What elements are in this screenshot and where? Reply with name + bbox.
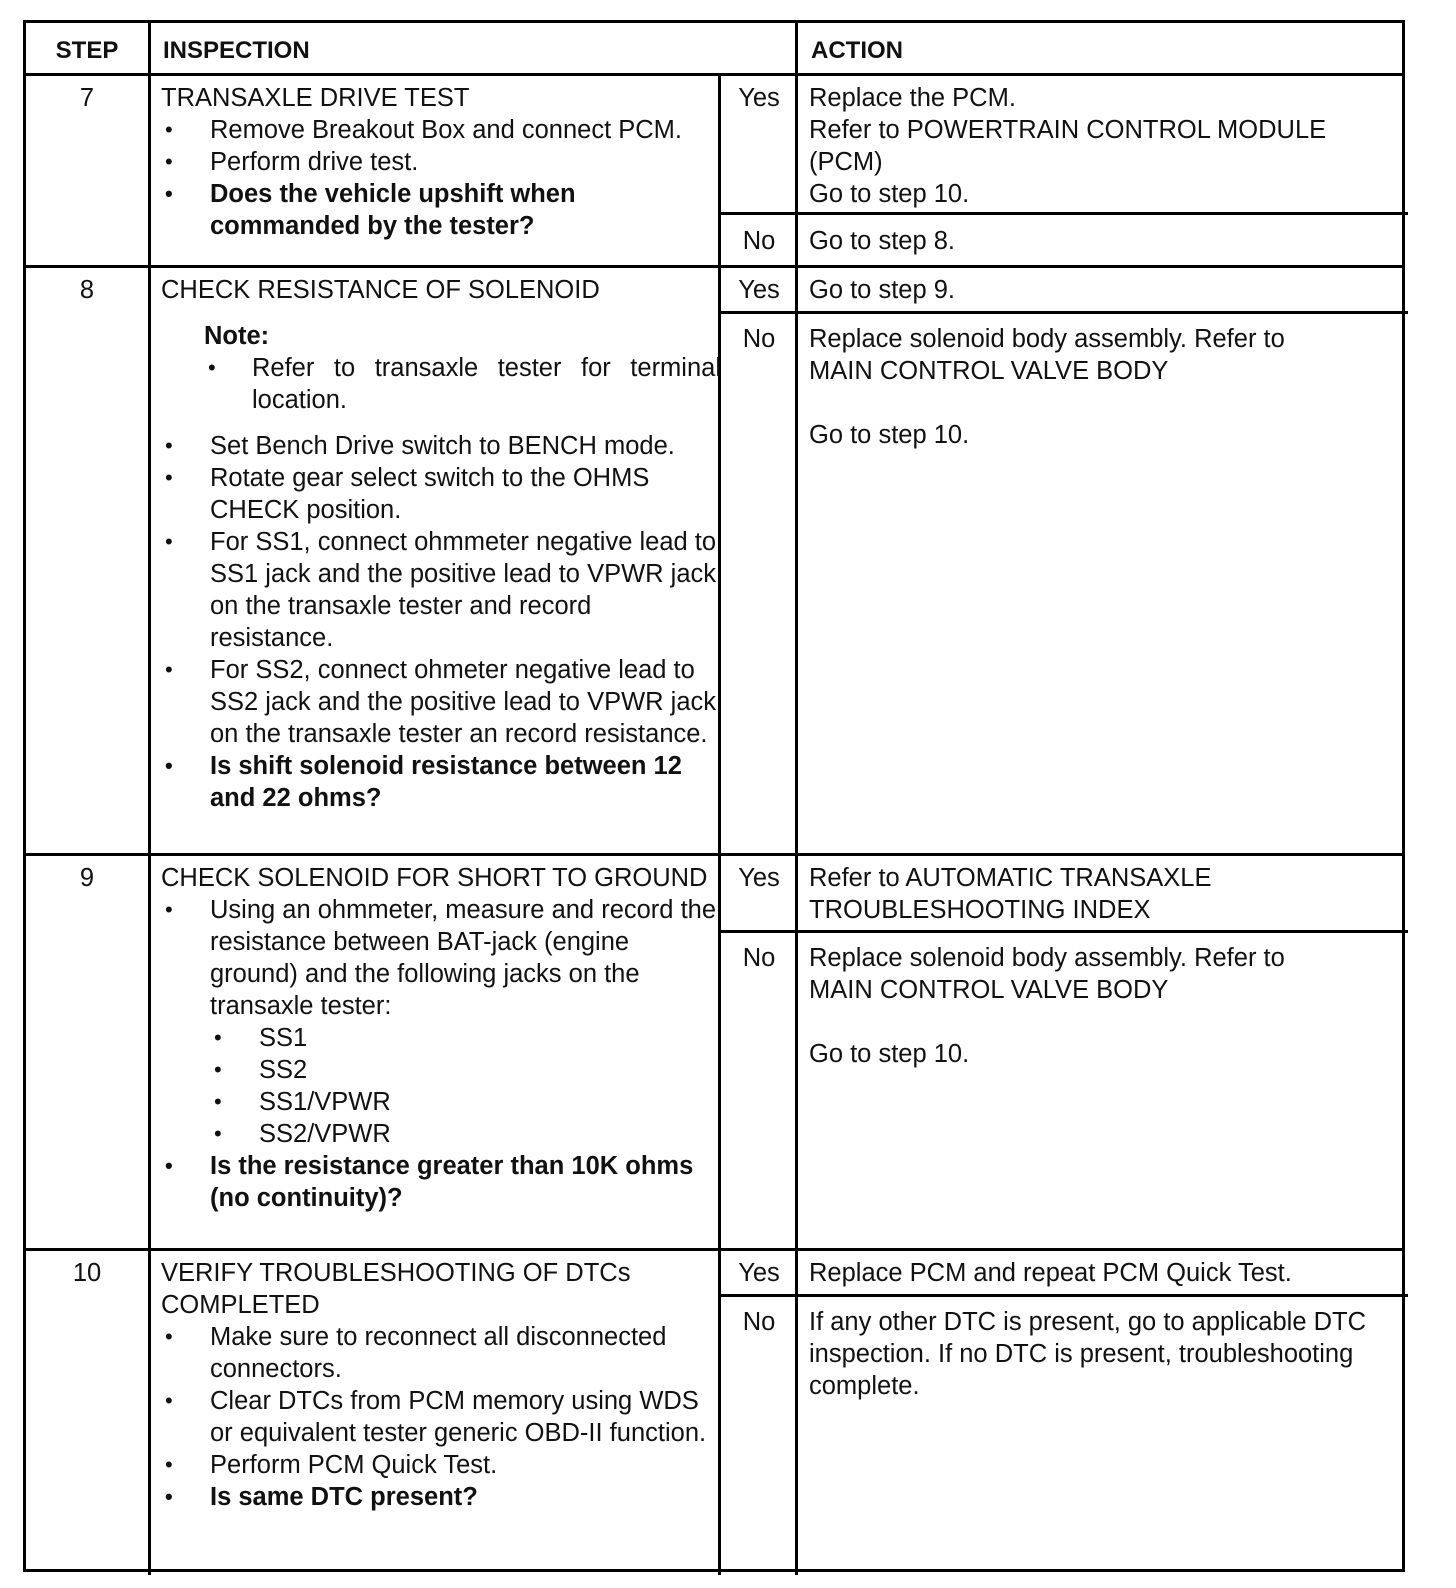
inspection-bullets — [161, 1321, 721, 1513]
inspection-title: TRANSAXLE DRIVE TEST — [161, 84, 470, 112]
no-action — [809, 942, 1309, 1070]
action-line: Go to step 10. — [809, 421, 970, 449]
yes-label: Yes — [738, 84, 780, 112]
yes-no-divider — [718, 1294, 1408, 1297]
header-action: ACTION — [811, 37, 903, 64]
yes-action — [809, 274, 1399, 306]
inspection-title: VERIFY TROUBLESHOOTING OF DTCs COMPLETED — [161, 1259, 631, 1319]
inspection-question: • Is shift solenoid resistance between 12 and 22 ohms? — [161, 750, 721, 814]
yes-label: Yes — [738, 1259, 780, 1287]
inspection-cell — [161, 82, 721, 242]
step-7-row — [26, 76, 1402, 268]
step-number: 7 — [79, 84, 95, 112]
note-bullet: • Refer to transaxle tester for terminal location. — [204, 352, 721, 416]
jack-item: • SS2/VPWR — [210, 1118, 721, 1150]
inspection-question: • Does the vehicle upshift when commanded by the tester? — [161, 178, 721, 242]
no-action — [809, 323, 1309, 451]
step-number: 8 — [79, 276, 95, 304]
jack-list — [210, 1022, 721, 1150]
action-line: Refer to POWERTRAIN CONTROL MODULE (PCM) — [809, 116, 1327, 176]
action-line: Replace PCM and repeat PCM Quick Test. — [809, 1259, 1292, 1287]
action-line: Go to step 10. — [809, 1040, 970, 1068]
no-label: No — [742, 1308, 776, 1336]
step-8-row — [26, 268, 1402, 856]
no-label: No — [742, 227, 776, 255]
action-line: Replace the PCM. — [809, 84, 1016, 112]
no-action — [809, 225, 1399, 257]
action-line: Replace solenoid body assembly. Refer to MAIN CONTROL VALVE BODY — [809, 944, 1285, 1004]
jack-item: • SS1/VPWR — [210, 1086, 721, 1118]
action-line: Go to step 8. — [809, 227, 956, 255]
inspection-question: • Is same DTC present? — [161, 1481, 721, 1513]
diagnostic-table — [23, 20, 1405, 1572]
yes-action — [809, 1257, 1399, 1289]
bullet-item: • Rotate gear select switch to the OHMS CHECK position. — [161, 462, 721, 526]
yes-action — [809, 862, 1269, 926]
step-9-row — [26, 856, 1402, 1251]
bullet-item: • Remove Breakout Box and connect PCM. — [161, 114, 721, 146]
yes-no-divider — [718, 212, 1408, 215]
yes-label: Yes — [738, 864, 780, 892]
step-10-row — [26, 1251, 1402, 1572]
no-label: No — [742, 325, 776, 353]
step-number: 9 — [79, 864, 95, 892]
inspection-cell — [161, 1257, 721, 1513]
yes-no-divider — [718, 930, 1408, 933]
no-label: No — [742, 944, 776, 972]
step-number: 10 — [72, 1259, 102, 1287]
bullet-item — [161, 894, 721, 1150]
bullet-text: • Using an ohmmeter, measure and record the resistance between BAT-jack (engine ground) and the following jacks on the transaxle tester: — [210, 896, 717, 1020]
note-block — [161, 320, 721, 416]
inspection-cell — [161, 862, 721, 1214]
inspection-title: CHECK RESISTANCE OF SOLENOID — [161, 276, 600, 304]
inspection-cell — [161, 274, 721, 814]
bullet-item: • Set Bench Drive switch to BENCH mode. — [161, 430, 721, 462]
inspection-title: CHECK SOLENOID FOR SHORT TO GROUND — [161, 864, 708, 892]
yes-no-divider — [718, 311, 1408, 314]
header-step: STEP — [55, 37, 119, 64]
header-row — [26, 23, 1402, 76]
action-line: Go to step 10. — [809, 180, 970, 208]
yes-label: Yes — [738, 276, 780, 304]
bullet-item: • Make sure to reconnect all disconnected connectors. — [161, 1321, 721, 1385]
inspection-bullets — [161, 430, 721, 814]
action-line: Refer to AUTOMATIC TRANSAXLE TROUBLESHOOTING INDEX — [809, 864, 1212, 924]
note-bullets — [204, 352, 721, 416]
bullet-item: • For SS2, connect ohmeter negative lead to SS2 jack and the positive lead to VPWR jack on the transaxle tester an record resistance. — [161, 654, 721, 750]
jack-item: • SS1 — [210, 1022, 721, 1054]
jack-item: • SS2 — [210, 1054, 721, 1086]
header-inspection: INSPECTION — [163, 37, 310, 64]
inspection-bullets — [161, 114, 721, 242]
bullet-item: • Perform drive test. — [161, 146, 721, 178]
bullet-item: • Perform PCM Quick Test. — [161, 1449, 721, 1481]
bullet-item: • For SS1, connect ohmmeter negative lead to SS1 jack and the positive lead to VPWR jack on the transaxle tester and record resistance. — [161, 526, 721, 654]
action-line: If any other DTC is present, go to applicable DTC inspection. If no DTC is present, troubleshooting complete. — [809, 1308, 1367, 1400]
bullet-item: • Clear DTCs from PCM memory using WDS or equivalent tester generic OBD-II function. — [161, 1385, 721, 1449]
no-action — [809, 1306, 1399, 1402]
note-title: Note: — [204, 322, 270, 350]
inspection-question: • Is the resistance greater than 10K ohms (no continuity)? — [161, 1150, 721, 1214]
action-line: Go to step 9. — [809, 276, 956, 304]
action-line: Replace solenoid body assembly. Refer to MAIN CONTROL VALVE BODY — [809, 325, 1285, 385]
inspection-bullets — [161, 894, 721, 1214]
yes-action — [809, 82, 1399, 210]
